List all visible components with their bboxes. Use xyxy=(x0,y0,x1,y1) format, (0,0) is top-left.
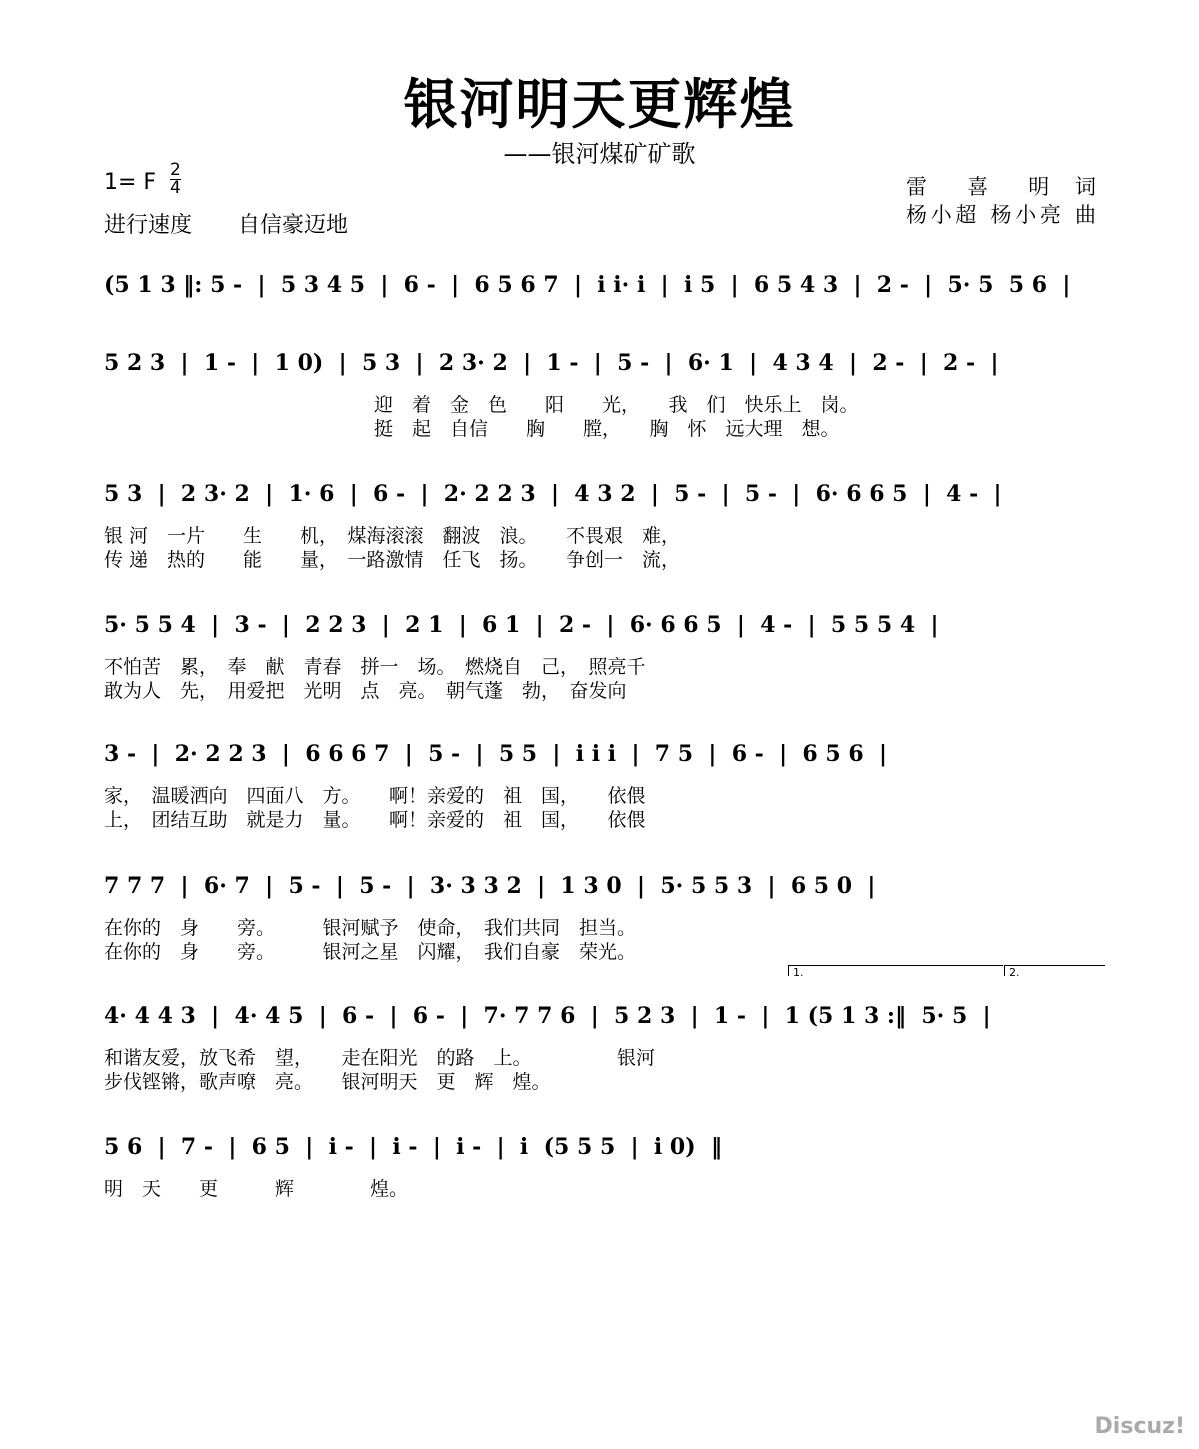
notes-line: 5· 5 5 4 | 3 - | 2 2 3 | 2 1 | 6 1 | 2 - | 6· 6 6 5 | 4 - | 5 5 5 4 | xyxy=(104,612,939,638)
notes-line: 4· 4 4 3 | 4· 4 5 | 6 - | 6 - | 7· 7 7 6 | 5 2 3 | 1 - | 1 (5 1 3 :‖ 5· 5 | xyxy=(104,1003,991,1029)
lyrics-verse-1: 在你的 身 旁。 银河赋予 使命， 我们共同 担当。 xyxy=(104,917,637,939)
notes-line: 5 2 3 | 1 - | 1 0) | 5 3 | 2 3· 2 | 1 - | 5 - | 6· 1 | 4 3 4 | 2 - | 2 - | xyxy=(104,350,999,376)
expression-marking: 自信豪迈地 xyxy=(238,213,349,238)
tempo-marking: 进行速度 xyxy=(104,213,193,238)
volta-2: 2. xyxy=(1004,965,1105,976)
notes-line: 3 - | 2· 2 2 3 | 6 6 6 7 | 5 - | 5 5 | i i i | 7 5 | 6 - | 6 5 6 | xyxy=(104,741,887,767)
notes-line: 5 6 | 7 - | 6 5 | i - | i - | i - | i (5 5 5 | i 0) ‖ xyxy=(104,1134,722,1160)
key-signature: 1= F xyxy=(104,170,157,195)
lyrics-verse-2: 步伐铿锵，歌声嘹 亮。 银河明天 更 辉 煌。 xyxy=(104,1071,551,1093)
song-title: 银河明天更辉煌 xyxy=(403,73,796,136)
notes-line: 7 7 7 | 6· 7 | 5 - | 5 - | 3· 3 3 2 | 1 3 0 | 5· 5 5 3 | 6 5 0 | xyxy=(104,873,876,899)
lyrics-verse-1: 迎 着 金 色 阳 光， 我 们 快乐上 岗。 xyxy=(374,394,859,416)
lyrics-verse-2: 传 递 热的 能 量， 一路激情 任飞 扬。 争创一 流， xyxy=(104,549,681,571)
notes-line: (5 1 3 ‖: 5 - | 5 3 4 5 | 6 - | 6 5 6 7 | i i· i | i 5 | 6 5 4 3 | 2 - | 5· 5 5 6 | xyxy=(104,272,1071,298)
notes-line: 5 3 | 2 3· 2 | 1· 6 | 6 - | 2· 2 2 3 | 4 3 2 | 5 - | 5 - | 6· 6 6 5 | 4 - | xyxy=(104,481,1002,507)
lyrics-verse-2: 上， 团结互助 就是力 量。 啊！亲爱的 祖 国， 依偎 xyxy=(104,809,646,831)
lyrics-verse-1: 家， 温暖洒向 四面八 方。 啊！亲爱的 祖 国， 依偎 xyxy=(104,785,646,807)
composer: 杨小超 杨小亮 曲 xyxy=(906,203,1096,227)
lyrics-verse-1: 明 天 更 辉 煌。 xyxy=(104,1178,409,1200)
credits xyxy=(906,173,1096,229)
volta-1: 1. xyxy=(788,965,1003,976)
lyrics-verse-1: 银 河 一片 生 机， 煤海滚滚 翻波 浪。 不畏艰 难， xyxy=(104,525,681,547)
song-subtitle: ——银河煤矿矿歌 xyxy=(503,140,696,168)
lyrics-verse-1: 和谐友爱，放飞希 望， 走在阳光 的路 上。 银河 xyxy=(104,1047,656,1069)
lyricist: 雷 喜 明 词 xyxy=(906,175,1096,199)
watermark: Discuz! xyxy=(1094,1414,1185,1439)
time-signature-top: 2 xyxy=(170,160,181,180)
lyrics-verse-2: 挺 起 自信 胸 膛， 胸 怀 远大理 想。 xyxy=(374,418,840,440)
lyrics-verse-1: 不怕苦 累， 奉 献 青春 拼一 场。 燃烧自 己， 照亮千 xyxy=(104,656,646,678)
lyrics-verse-2: 在你的 身 旁。 银河之星 闪耀， 我们自豪 荣光。 xyxy=(104,941,637,963)
time-signature xyxy=(170,162,181,197)
time-signature-bottom: 4 xyxy=(170,178,181,198)
lyrics-verse-2: 敢为人 先， 用爱把 光明 点 亮。 朝气蓬 勃， 奋发向 xyxy=(104,680,627,702)
